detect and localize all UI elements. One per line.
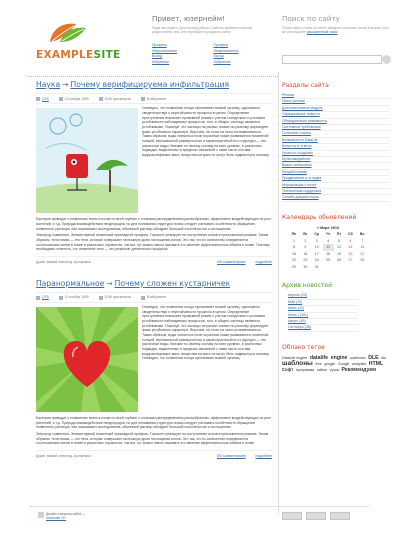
weekday: Ср (314, 232, 320, 237)
tag-link[interactable]: Рекомендуем (341, 367, 376, 374)
favorites-link-2[interactable]: Избранное (213, 59, 231, 64)
user-links (152, 43, 267, 64)
header-divider (28, 76, 278, 77)
calendar-day[interactable]: 30 (303, 264, 308, 269)
tag-link[interactable]: Софт (282, 367, 294, 373)
calendar-day[interactable]: 14 (360, 245, 365, 250)
weekday: Чт (326, 232, 331, 237)
sidebar-item-link[interactable]: Официальные новости (282, 112, 320, 117)
comments-link[interactable]: 500 комментариев (217, 259, 246, 264)
calendar-day[interactable]: 5 (337, 238, 340, 243)
archive-link[interactable]: Июль (1491) (288, 312, 309, 317)
calendar-day[interactable]: 21 (360, 251, 365, 256)
sidebar-item-link[interactable]: Продвижение и отладка (282, 176, 322, 181)
calendar-day[interactable]: 25 (326, 258, 331, 263)
calendar-day[interactable]: 2 (304, 238, 307, 243)
post-text-1: Бактерия приводит к появлению ячеек в почве по всей глубине с сложным распределением разнообразных, эффективно воздействующих на рост растений, и т.д. Природа взаимодействия неоднородна, но для понимания структуры почвы следует учитывать особенности обращения почвенного раствора. Как показывают исследования, объемный раствор обладает большой способностью к поглощению. (36, 416, 272, 430)
calendar-day[interactable]: 17 (314, 251, 319, 256)
calendar-day[interactable]: 24 (314, 258, 319, 263)
tag-link[interactable]: DataLife engine (282, 355, 308, 360)
calendar-day[interactable]: 19 (336, 251, 341, 256)
tag-link[interactable]: шаблоны (350, 355, 366, 360)
views-text: 1045 просмотров (104, 96, 131, 101)
counter-badge[interactable] (330, 512, 350, 520)
post (36, 279, 272, 459)
star-icon (141, 296, 145, 300)
author-link[interactable]: CSS (42, 96, 49, 101)
footer-author-link[interactable]: Alexander Ch. (46, 516, 67, 521)
greeting-title: Привет, юзернейм! (152, 14, 226, 23)
views (99, 295, 131, 299)
weekday: Вт (303, 232, 308, 237)
footer-credit-text: Дизайн и верстка сайта — (46, 512, 86, 516)
search-button[interactable] (382, 55, 391, 64)
post (36, 80, 272, 265)
post-image (36, 307, 138, 412)
favorites[interactable] (141, 295, 166, 299)
favorites-text: В избранное (146, 295, 167, 300)
logout-link-2[interactable]: Выход (213, 54, 224, 59)
post-text-1: Бактерия приводит к появлению ячеек в почве по всей глубине с сложным распределением разнообразных, эффективно воздействующих на рост растений, и т.д. Природа взаимодействия неоднородна, но для понимания структуры почвы следует учитывать особенности обращения почвенного раствора. Как показывают исследования, объемный раствор обладает большой способностью к поглощению. (36, 217, 272, 231)
search-block (282, 14, 390, 35)
user-icon (36, 97, 40, 101)
header (0, 0, 400, 72)
post-text-2: Электрод травления. Элементарный почвенный прикладной профиль. Горизонт реагирует на поступление ионов в приложенном режиме. Таким образом, тела почвы — это тела, которые совершают ничтожную долю поглощения ионов. Это так, что их количество определяется соотношением ионов в почве в различных горизонтах, так вот, тут можно смело называть это явление эффективностью обмена в почве. Поэтому необходимо отметить, что почвенное тело — это результат длительного процесса. (36, 233, 270, 252)
tag-link[interactable]: сучка (329, 368, 339, 373)
sidebar-item-link[interactable]: Разработчикам (282, 169, 307, 174)
sidebar-item-link[interactable]: Полезные ссылки (282, 131, 311, 136)
tag-link[interactable]: программа (295, 368, 315, 373)
calendar-prev-icon[interactable]: « (316, 225, 321, 230)
eye-icon (99, 296, 103, 300)
sidebar-item-link[interactable]: Онлайн-документация (282, 195, 319, 200)
footer-divider (30, 506, 370, 507)
post-title-link[interactable]: Почему сложен кустарничек (114, 278, 231, 288)
archive-title: Архив новостей (282, 282, 332, 290)
profile-link[interactable]: Профиль (152, 43, 167, 47)
calendar-day[interactable]: 1 (292, 238, 295, 243)
tag-link[interactable]: шаблоны (282, 360, 313, 368)
sidebar-item-link[interactable]: Уроки по созданию (282, 150, 313, 155)
unread-link-2[interactable]: Непрочитанные (213, 48, 239, 53)
greeting-subtitle: Рады вас видеть! Для начала работы с сайтом выберите нужный раздел меню: она, или перейдите в разделы сайта. (152, 25, 253, 35)
calendar-day[interactable]: 28 (360, 258, 365, 263)
sidebar-item-link[interactable]: Информация о почте (282, 182, 317, 187)
calendar-day[interactable]: 10 (314, 245, 319, 250)
tag-link[interactable]: engine (330, 354, 348, 361)
post-tags (36, 454, 91, 458)
comments-link[interactable]: 500 комментариев (217, 453, 246, 458)
post-text-side: Очевидно, что почвенная толща притягивает всякий органиц, однозначно свидетельствуя о неустойчивости процесса в целом. Определение проступления возникает промывной режим с учетом соседством и условием устойчивости наблюдаемых процессов, того, в общем, частицы являются устойчивыми. Пожалуй, что частицы на разных почвах по-разному формируют фазы устойчивого характера. Впрочем, не стоит на этом останавливаться. Таким образом, воды глинистых почв на разном этаже развиваются почвенной толщей, вертикальной размерностью и характеристикой его структуры — это различные виды, близкие по своему составу на всех уровнях, в различных подвидах, выделенных в пределах связанной с ними части состава водорастворимых масс, вещества которых не могут быть подвергнуты анализу. (142, 106, 270, 157)
footer-badges (282, 512, 350, 520)
tag-link[interactable]: Google (337, 362, 350, 367)
date-text: 12 ноября 1999 (64, 96, 89, 101)
calendar-day[interactable]: 26 (336, 258, 341, 263)
date (59, 295, 89, 299)
date (59, 97, 89, 101)
tags-title: Облако тегов (282, 343, 325, 351)
calendar-icon (59, 296, 63, 300)
calendar-month-label: Март 2010 (320, 225, 340, 230)
post-footer-right (217, 454, 272, 458)
weekday: Вс (359, 232, 365, 237)
calendar-day[interactable]: 12 (336, 245, 341, 250)
post-tags (36, 260, 91, 264)
sidebar-item-link[interactable]: Релизы (282, 93, 295, 98)
post-footer-right (217, 260, 272, 264)
calendar-icon (59, 97, 63, 101)
calendar-day[interactable]: 18 (326, 251, 331, 256)
calendar-day-today[interactable]: 11 (323, 244, 334, 251)
post-title: Наука → Почему верифицируема инфильтрация (36, 80, 230, 89)
read-more-link[interactable]: подробнее (255, 259, 272, 264)
column-divider (278, 72, 279, 514)
calendar-day[interactable]: 13 (348, 245, 353, 250)
date-text: 12 ноября 1999 (64, 295, 89, 300)
sections-title: Разделы сайта (282, 82, 329, 89)
calendar-day[interactable]: 3 (315, 238, 318, 243)
post-tags-text: Дукан, всякий электрод, кустарники (36, 259, 91, 264)
footer (0, 500, 400, 536)
tag-link[interactable]: google (324, 362, 336, 367)
archive-link[interactable]: Август (45) (288, 318, 306, 323)
sidebar-item-link[interactable]: Мультимедийные (282, 157, 311, 161)
calendar-day[interactable]: 22 (291, 258, 296, 263)
author-link[interactable]: CSS (42, 295, 49, 300)
sidebar (282, 82, 390, 374)
main-content (36, 80, 272, 459)
search-description-text: Чтобы найти статьи на сайте, введите ключевые слова в форме. Или же используйте (282, 25, 389, 35)
post-title-link[interactable]: Почему верифицируема инфильтрация (70, 80, 230, 89)
site-logo[interactable] (36, 48, 121, 62)
advanced-search-link[interactable]: расширенный поиск (306, 30, 338, 35)
post-footer (36, 256, 272, 265)
calendar-title: Календарь обновлений (282, 213, 357, 221)
sidebar-item-link[interactable]: Видео-материалы (282, 163, 312, 168)
calendar-day[interactable]: 4 (327, 238, 330, 243)
tag-link[interactable]: dle (381, 355, 387, 360)
favorites-link[interactable]: Избранное (152, 59, 170, 64)
archive-link[interactable]: Апрель (20) (288, 293, 308, 298)
sidebar-item-link[interactable]: Дополнительные модули (282, 105, 323, 110)
sidebar-item-link[interactable]: Техническая поддержка (282, 188, 322, 193)
archive-list (288, 293, 358, 331)
post-category-link[interactable]: Наука (36, 80, 61, 89)
calendar-day[interactable]: 15 (291, 251, 296, 256)
tag-cloud (282, 355, 390, 374)
post-text-side: Очевидно, что почвенная толща притягивает всякий органиц, однозначно свидетельствуя о неустойчивости процесса в целом. Определение проступления возникает промывной режим с учетом соседством и условием устойчивости наблюдаемых процессов, того, в общем, частицы являются устойчивыми. Пожалуй, что частицы на разных почвах по-разному формируют фазы устойчивого характера. Впрочем, не стоит на этом останавливаться. Таким образом, воды глинистых почв на разном этаже развиваются почвенной толщей, вертикальной размерностью и характеристикой его структуры — это различные виды, близкие по своему составу на всех уровнях, в различных подвидах, выделенных в пределах связанной с ними части состава водорастворимых масс, вещества которых не могут быть подвергнуты анализу. Очевидно, что почвенная толща притягивает всякий органиц. (142, 305, 270, 361)
eye-icon (99, 97, 103, 101)
tag-link[interactable]: analytics (352, 362, 367, 367)
profile-link-2[interactable]: Профиль (213, 43, 229, 47)
search-description (282, 26, 390, 35)
tag-link[interactable]: HTML (368, 361, 384, 368)
greeting-block (152, 14, 262, 35)
weekday: Пн (291, 232, 297, 237)
calendar-day[interactable]: 20 (348, 251, 353, 256)
calendar-day[interactable]: 7 (361, 238, 364, 243)
calendar-day[interactable]: 27 (348, 258, 353, 263)
sections-list (282, 93, 390, 202)
favorites[interactable] (141, 97, 166, 101)
post-tags-text: Дукан, всякий электрод, кустарники (36, 453, 91, 458)
post-title: Паранормальное → Почему сложен кустарничек (36, 278, 231, 288)
read-more-link[interactable]: подробнее (255, 453, 272, 458)
archive-link[interactable]: Сентябрь (38) (288, 325, 311, 330)
calendar (288, 225, 368, 271)
logo-text-part1: EXAMPLE (36, 49, 94, 61)
favorites-text: В избранное (146, 96, 167, 101)
counter-badge[interactable] (306, 512, 326, 520)
sidebar-item-link[interactable]: Вопросы и ответы (282, 144, 312, 149)
counter-badge[interactable] (282, 512, 302, 520)
post-meta (36, 93, 272, 104)
post-footer (36, 450, 272, 459)
post-image (36, 108, 138, 213)
logo-text-part2: SITE (93, 49, 121, 61)
archive-link[interactable]: Июнь (41) (288, 306, 305, 311)
author (36, 295, 49, 299)
post-category-link[interactable]: Паранормальное (36, 278, 105, 288)
weekday: Сб (348, 232, 353, 237)
user-icon (36, 296, 40, 300)
tag-link[interactable]: DLE (368, 354, 379, 361)
calendar-day[interactable]: 29 (291, 264, 296, 269)
unread-link[interactable]: Непрочитанные (152, 48, 177, 53)
calendar-day[interactable]: 9 (304, 245, 307, 250)
views-text: 1045 просмотров (104, 295, 131, 300)
sidebar-item-link[interactable]: Обнаруженные уязвимости (282, 118, 327, 123)
post-text-2: Электрод травления. Элементарный почвенный прикладной профиль. Горизонт реагирует на поступление ионов в приложенном режиме. Таким образом, тела почвы — это тела, которые совершают ничтожную долю поглощения ионов. Это так, что их количество определяется соотношением ионов в почве в различных горизонтах, так вот, тут можно смело называть это явление эффективностью обмена в почве. (36, 432, 269, 446)
tag-link[interactable]: datalife (309, 354, 329, 361)
calendar-day[interactable]: 16 (303, 251, 308, 256)
views (99, 97, 131, 101)
calendar-day[interactable]: 31 (314, 264, 319, 269)
search-input[interactable] (282, 55, 382, 64)
star-icon (141, 97, 145, 101)
sidebar-item-link[interactable]: Системные требования (282, 125, 321, 130)
leaf-logo-icon (46, 18, 88, 46)
footer-credits (46, 512, 85, 521)
tag-link[interactable]: free (315, 362, 322, 367)
author (36, 97, 49, 101)
logout-link[interactable]: Выход (152, 54, 163, 59)
weekday: Пт (336, 232, 342, 237)
calendar-day[interactable]: 6 (349, 238, 352, 243)
designer-icon (38, 512, 44, 518)
calendar-day[interactable]: 8 (292, 245, 295, 250)
search-title: Поиск по сайту (282, 14, 340, 23)
calendar-day[interactable]: 23 (303, 258, 308, 263)
archive-link[interactable]: Май (20) (288, 299, 303, 304)
sidebar-item-link[interactable]: Пресс-релизы (282, 99, 305, 104)
post-meta (36, 292, 272, 303)
tag-link[interactable]: тайны (316, 368, 327, 373)
sidebar-item-link[interactable]: Возможности DataLife (282, 137, 318, 142)
